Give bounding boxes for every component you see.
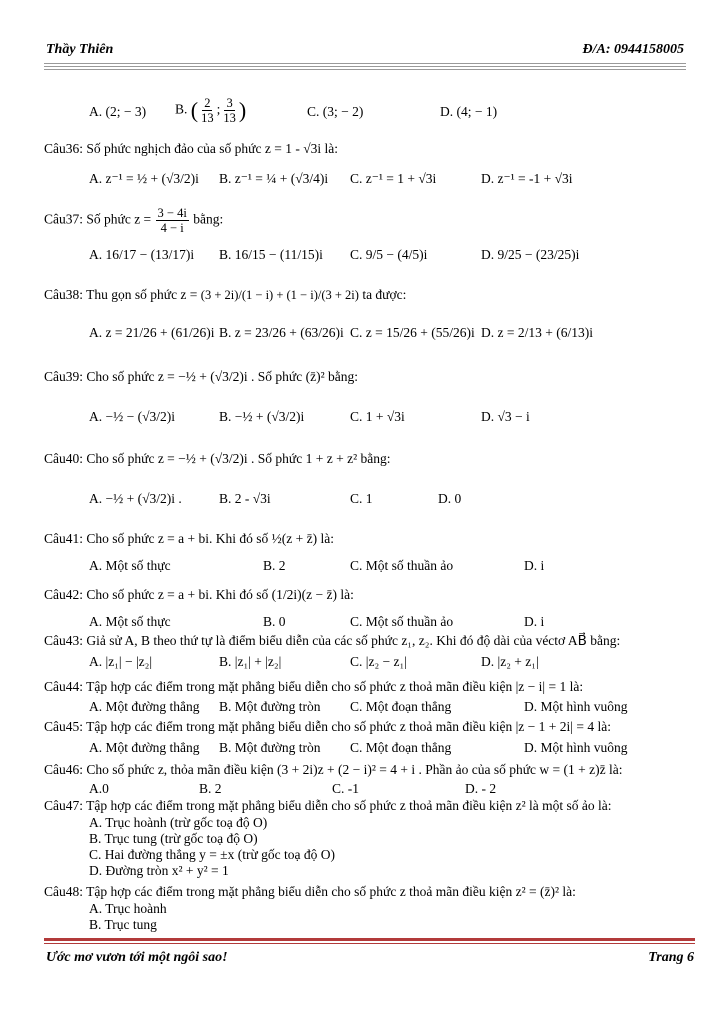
footer-motto: Ước mơ vươn tới một ngôi sao! bbox=[46, 950, 228, 965]
footer-rule-thin bbox=[44, 943, 695, 944]
option-a: A. Một số thực bbox=[89, 614, 171, 629]
question-42: Câu42: Cho số phức z = a + bi. Khi đó số (1/2i)(z − z̄) là: bbox=[44, 587, 354, 602]
option-a: A. (2; − 3) bbox=[89, 104, 147, 119]
option-c: C. 1 + √3i bbox=[350, 409, 405, 424]
option-d: D. Một hình vuông bbox=[524, 699, 628, 714]
num: 2 bbox=[204, 96, 211, 110]
question-45: Câu45: Tập hợp các điểm trong mặt phẳng biểu diễn cho số phức z thoả mãn điều kiện |z − 1 + 2i| = 4 là: bbox=[44, 719, 611, 734]
option-a: A. Một đường thẳng bbox=[89, 699, 200, 714]
option-b: B. 0 bbox=[263, 614, 286, 629]
option-c: C. 1 bbox=[350, 491, 373, 506]
den: 13 bbox=[201, 111, 214, 125]
question-44: Câu44: Tập hợp các điểm trong mặt phẳng biểu diễn cho số phức z thoả mãn điều kiện |z − i| = 1 là: bbox=[44, 679, 584, 694]
option-d: D. z = 2/13 + (6/13)i bbox=[481, 325, 593, 340]
question-46: Câu46: Cho số phức z, thỏa mãn điều kiện (3 + 2i)z + (2 − i)² = 4 + i . Phần ảo của số phức w = (1 + z)z̄ là: bbox=[44, 762, 623, 777]
expression: (3 + 2i)/(1 − i) + (1 − i)/(3 + 2i) bbox=[200, 288, 359, 302]
header-author: Thầy Thiên bbox=[46, 42, 114, 57]
stem: Câu37: Số phức z = bbox=[44, 211, 152, 227]
option-b: B. Một đường tròn bbox=[219, 699, 321, 714]
option-d: D. 0 bbox=[438, 491, 462, 506]
option-d: D. |z₂ + z₁| bbox=[481, 654, 539, 669]
question-40: Câu40: Cho số phức z = −½ + (√3/2)i . Số phức 1 + z + z² bằng: bbox=[44, 451, 391, 466]
option-d: D. (4; − 1) bbox=[440, 104, 498, 119]
paren: ) bbox=[238, 97, 247, 123]
paren: ( bbox=[190, 97, 199, 123]
option-d: D. 9/25 − (23/25)i bbox=[481, 247, 580, 262]
question-47: Câu47: Tập hợp các điểm trong mặt phẳng biểu diễn cho số phức z thoả mãn điều kiện z² là một số ảo là: bbox=[44, 798, 612, 813]
option-a: A. Một đường thẳng bbox=[89, 740, 200, 755]
fraction bbox=[199, 96, 216, 125]
option-b: B. |z₁| + |z₂| bbox=[219, 654, 282, 669]
option-b: B. ( $\frac{2}{13}$ ; $\frac{3}{13}$ ) bbox=[175, 96, 247, 125]
option-a: A. Một số thực bbox=[89, 558, 171, 573]
option-c: C. Hai đường thẳng y = ±x (trừ gốc toạ độ O) bbox=[89, 847, 336, 862]
num: 3 − 4i bbox=[157, 206, 187, 220]
option-c: C. 9/5 − (4/5)i bbox=[350, 247, 428, 262]
question-36: Câu36: Số phức nghịch đảo của số phức z = 1 - √3i là: bbox=[44, 141, 338, 156]
option-d: D. Đường tròn x² + y² = 1 bbox=[89, 863, 229, 878]
option-a: A. z⁻¹ = ½ + (√3/2)i bbox=[89, 171, 199, 186]
option-c: C. z⁻¹ = 1 + √3i bbox=[350, 171, 437, 186]
question-43: Câu43: Giả sử A, B theo thứ tự là điểm biểu diễn của các số phức z₁, z₂. Khi đó độ dài của véctơ AB⃗ bằng: bbox=[44, 633, 621, 648]
question-48: Câu48: Tập hợp các điểm trong mặt phẳng biểu diễn cho số phức z thoả mãn điều kiện z² = (z̄)² là: bbox=[44, 884, 576, 899]
question-38 bbox=[44, 287, 406, 303]
option-b: B. z⁻¹ = ¼ + (√3/4)i bbox=[219, 171, 329, 186]
page-number: Trang 6 bbox=[648, 950, 694, 965]
option-b: B. z = 23/26 + (63/26)i bbox=[219, 325, 344, 340]
option-c: C. z = 15/26 + (55/26)i bbox=[350, 325, 475, 340]
option-d: D. i bbox=[524, 614, 545, 629]
option-d: D. Một hình vuông bbox=[524, 740, 628, 755]
option-d: D. √3 − i bbox=[481, 409, 530, 424]
fraction bbox=[156, 206, 189, 235]
option-b: B. 2 bbox=[199, 781, 222, 796]
option-a: A. |z₁| − |z₂| bbox=[89, 654, 153, 669]
option-a: A.0 bbox=[89, 781, 109, 796]
option-c: C. |z₂ − z₁| bbox=[350, 654, 407, 669]
fraction bbox=[221, 96, 238, 125]
option-c: C. -1 bbox=[332, 781, 359, 796]
option-b: B. Một đường tròn bbox=[219, 740, 321, 755]
option-d: D. - 2 bbox=[465, 781, 497, 796]
option-c: C. (3; − 2) bbox=[307, 104, 364, 119]
header-phone: Đ/A: 0944158005 bbox=[582, 42, 684, 57]
option-b: B. 2 bbox=[263, 558, 286, 573]
stem: Câu38: Thu gọn số phức z = bbox=[44, 287, 198, 302]
option-b: B. 16/15 − (11/15)i bbox=[219, 247, 323, 262]
stem-tail: ta được: bbox=[362, 287, 407, 302]
option-b: B. −½ + (√3/2)i bbox=[219, 409, 305, 424]
option-c: C. Một đoạn thẳng bbox=[350, 699, 452, 714]
option-b-label: B. bbox=[175, 101, 188, 117]
stem-tail: bằng: bbox=[193, 211, 224, 227]
option-a: A. z = 21/26 + (61/26)i bbox=[89, 325, 215, 340]
option-b: B. Trục tung bbox=[89, 917, 157, 932]
option-c: C. Một đoạn thẳng bbox=[350, 740, 452, 755]
option-b: B. Trục tung (trừ gốc toạ độ O) bbox=[89, 831, 258, 846]
den: 4 − i bbox=[160, 221, 184, 235]
option-a: A. −½ − (√3/2)i bbox=[89, 409, 176, 424]
header-rule bbox=[44, 63, 686, 72]
option-a: A. Trục hoành (trừ gốc toạ độ O) bbox=[89, 815, 268, 830]
question-41: Câu41: Cho số phức z = a + bi. Khi đó số ½(z + z̄) là: bbox=[44, 531, 334, 546]
num: 3 bbox=[226, 96, 233, 110]
option-d: D. z⁻¹ = -1 + √3i bbox=[481, 171, 573, 186]
option-a: A. Trục hoành bbox=[89, 901, 167, 916]
question-39: Câu39: Cho số phức z = −½ + (√3/2)i . Số phức (z̄)² bằng: bbox=[44, 369, 359, 384]
option-a: A. −½ + (√3/2)i . bbox=[89, 491, 182, 506]
footer-rule bbox=[44, 938, 695, 941]
question-37 bbox=[44, 206, 223, 235]
option-c: C. Một số thuần ảo bbox=[350, 614, 454, 629]
option-c: C. Một số thuần ảo bbox=[350, 558, 454, 573]
option-b: B. 2 - √3i bbox=[219, 491, 271, 506]
den: 13 bbox=[223, 111, 236, 125]
page-header bbox=[46, 42, 684, 60]
option-d: D. i bbox=[524, 558, 545, 573]
option-a: A. 16/17 − (13/17)i bbox=[89, 247, 195, 262]
